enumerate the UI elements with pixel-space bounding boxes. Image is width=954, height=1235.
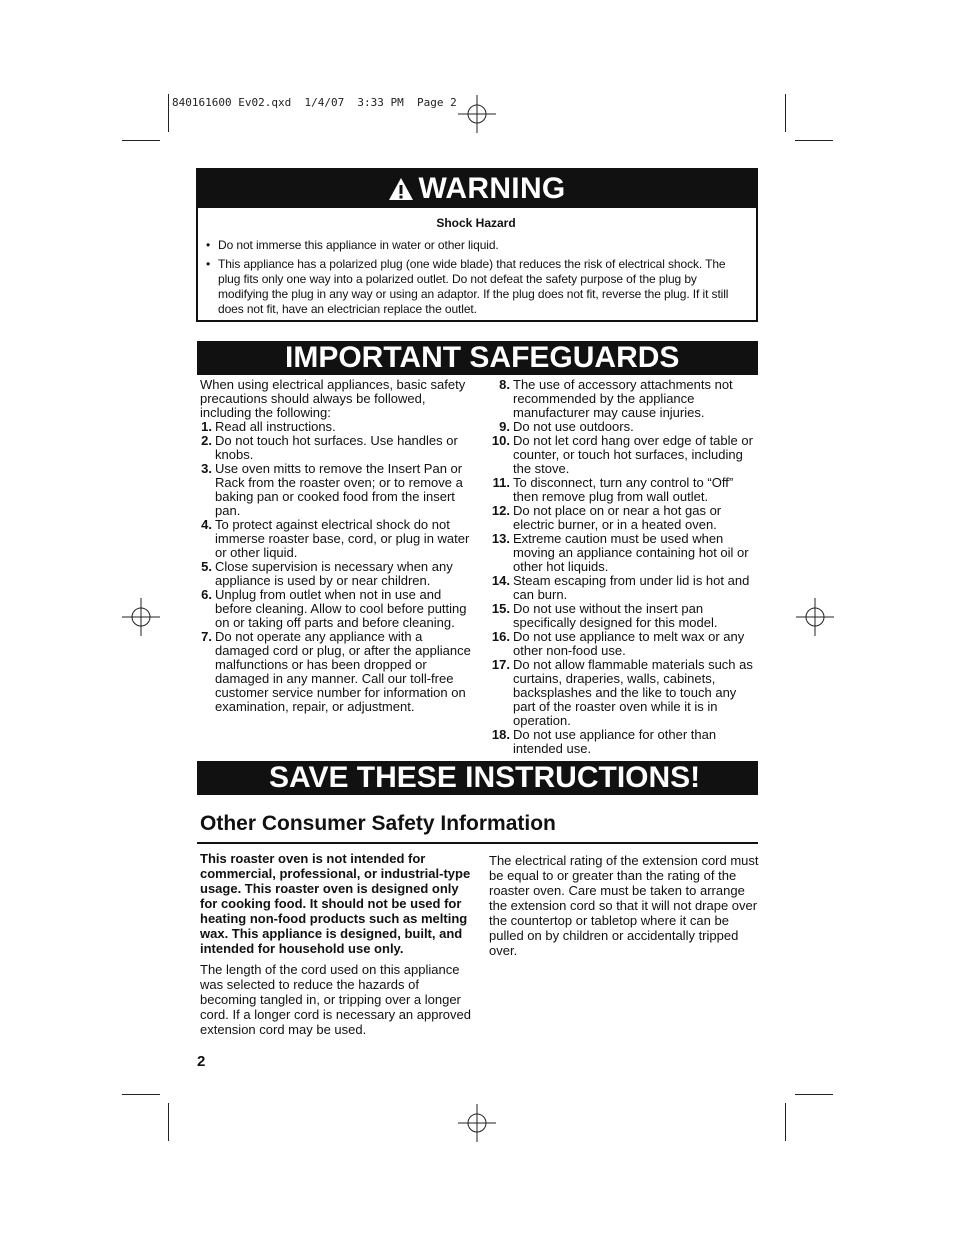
safeguard-item: 8. The use of accessory attachments not recommended by the appliance manufacturer may cause injuries.	[499, 377, 733, 420]
safeguard-item: 18. Do not use appliance for other than intended use.	[491, 727, 717, 756]
safeguard-item: 5. Close supervision is necessary when any appliance is used by or near children.	[201, 559, 453, 588]
save-instructions-banner: SAVE THESE INSTRUCTIONS!	[197, 761, 758, 795]
safeguard-item: 1. Read all instructions.	[201, 419, 336, 434]
warning-item: • Do not immerse this appliance in water or other liquid.	[206, 238, 746, 253]
shock-hazard-subtitle: Shock Hazard	[436, 216, 516, 230]
crop-mark	[795, 1094, 833, 1095]
crop-mark	[168, 94, 169, 132]
consumer-info-right-column	[489, 853, 759, 958]
safeguard-item: 7. Do not operate any appliance with a damaged cord or plug, or after the appliance malfunctions or has been dropped or damaged in any manner. Call our toll-free customer service number for information on examination, repair, or adjustment.	[201, 629, 471, 714]
crop-mark	[785, 1103, 786, 1141]
warning-triangle-icon	[388, 176, 414, 202]
safeguard-item: 6. Unplug from outlet when not in use and before cleaning. Allow to cool before putting on or taking off parts and before cleaning.	[201, 587, 467, 630]
warning-title: WARNING	[418, 172, 566, 205]
crop-mark	[795, 140, 833, 141]
crop-mark	[168, 1103, 169, 1141]
safeguard-item: 2. Do not touch hot surfaces. Use handles or knobs.	[201, 433, 458, 462]
warning-item: • This appliance has a polarized plug (one wide blade) that reduces the risk of electrical shock. The plug fits only one way into a polarized outlet. Do not defeat the safety purpose of the plug by modifying the plug in any way or using an adaptor. If the plug does not fit, reverse the plug. If it still does not fit, have an electrician replace the outlet.	[206, 257, 746, 317]
safeguard-item: 17. Do not allow flammable materials such as curtains, draperies, walls, cabinets, backsplashes and the like to touch any part of the roaster oven while it is in operation.	[491, 657, 753, 728]
warning-box	[196, 168, 758, 322]
crop-mark	[122, 140, 160, 141]
safeguard-item: 15. Do not use without the insert pan specifically designed for this model.	[491, 601, 718, 630]
crop-mark	[785, 94, 786, 132]
safeguard-item: 3. Use oven mitts to remove the Insert Pan or Rack from the roaster oven; or to remove a baking pan or cooked food from the insert pan.	[201, 461, 463, 518]
safeguard-item: 16. Do not use appliance to melt wax or any other non-food use.	[491, 629, 745, 658]
registration-mark-icon	[458, 95, 496, 133]
page-number: 2	[197, 1053, 206, 1070]
safeguards-left-column	[200, 378, 472, 714]
registration-mark-icon	[122, 598, 160, 636]
warning-body	[198, 208, 756, 317]
commercial-use-notice: This roaster oven is not intended for commercial, professional, or industrial-type usage. This roaster oven is designed only for cooking food. It should not be used for heating non-food products such as melting wax. This appliance is designed, built, and intended for household use only.	[200, 851, 471, 956]
safeguard-item: 10. Do not let cord hang over edge of table or counter, or touch hot surfaces, including the stove.	[491, 433, 753, 476]
safeguard-item: 11. To disconnect, turn any control to “Off” then remove plug from wall outlet.	[492, 475, 734, 504]
safeguard-item: 4. To protect against electrical shock do not immerse roaster base, cord, or plug in water or other liquid.	[201, 517, 470, 560]
safeguard-item: 13. Extreme caution must be used when moving an appliance containing hot oil or other hot liquids.	[491, 531, 749, 574]
safeguards-right-column	[490, 378, 758, 756]
cord-length-paragraph: The length of the cord used on this appliance was selected to reduce the hazards of becoming tangled in, or tripping over a longer cord. If a longer cord is necessary an approved extension cord may be used.	[200, 962, 471, 1037]
consumer-info-left-column	[200, 851, 472, 1037]
safeguard-item: 9. Do not use outdoors.	[499, 419, 634, 434]
title-divider	[197, 842, 758, 844]
warning-header	[198, 170, 756, 208]
print-slug: 840161600 Ev02.qxd 1/4/07 3:33 PM Page 2	[172, 96, 457, 109]
consumer-info-title: Other Consumer Safety Information	[200, 812, 556, 835]
registration-mark-icon	[458, 1104, 496, 1142]
crop-mark	[122, 1094, 160, 1095]
safeguard-item: 14. Steam escaping from under lid is hot and can burn.	[491, 573, 750, 602]
safeguards-intro: When using electrical appliances, basic safety precautions should always be followed, including the following:	[200, 377, 466, 420]
safeguard-item: 12. Do not place on or near a hot gas or electric burner, or in a heated oven.	[491, 503, 722, 532]
registration-mark-icon	[796, 598, 834, 636]
safeguards-heading: IMPORTANT SAFEGUARDS	[197, 341, 758, 375]
extension-cord-paragraph: The electrical rating of the extension cord must be equal to or greater than the rating of the roaster oven. Care must be taken to arrange the extension cord so that it will not drape over the countertop or tabletop where it can be pulled on by children or accidentally tripped over.	[489, 853, 759, 958]
